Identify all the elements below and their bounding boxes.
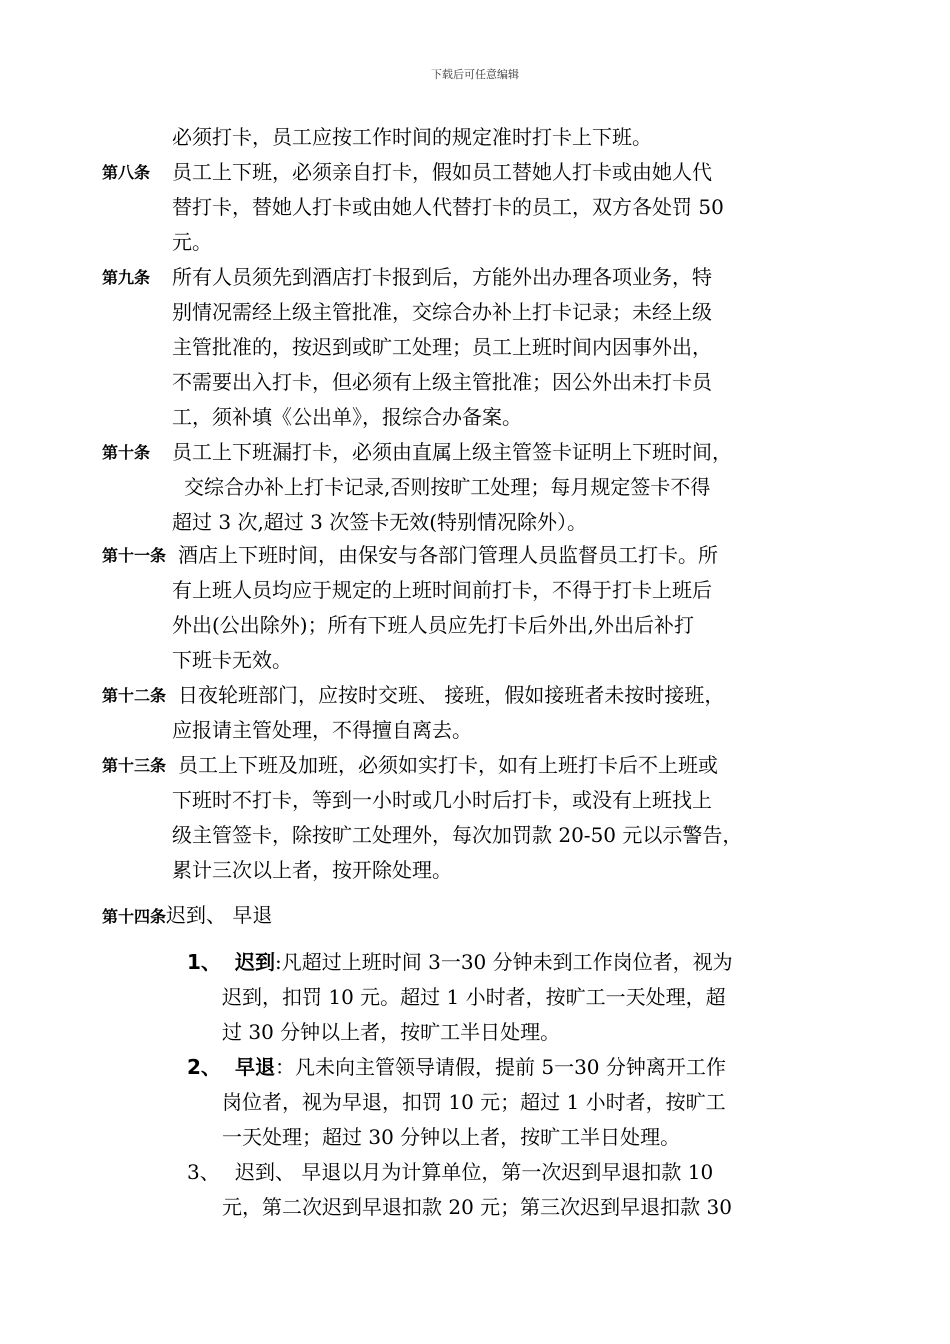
article-line: 应报请主管处理，不得擅自离去。 bbox=[172, 718, 472, 742]
item-number: 2、 bbox=[187, 1055, 221, 1079]
article-label: 第八条 bbox=[102, 163, 151, 182]
article-line: 工，须补填《公出单》，报综合办备案。 bbox=[172, 405, 522, 429]
article-line: 员工上下班，必须亲自打卡，假如员工替她人打卡或由她人代 bbox=[172, 160, 712, 184]
item-term: 迟到 bbox=[235, 950, 275, 974]
article-12 bbox=[102, 678, 822, 748]
article-line: 交综合办补上打卡记录,否则按旷工处理；每月规定签卡不得 bbox=[184, 475, 711, 499]
article-line: 元。 bbox=[172, 230, 212, 254]
section-prefix: 第十四条 bbox=[102, 907, 167, 926]
page-header: 下载后可任意编辑 bbox=[431, 68, 519, 81]
article-label: 第十条 bbox=[102, 443, 151, 462]
article-line: 外出(公出除外)；所有下班人员应先打卡后外出,外出后补打 bbox=[172, 613, 694, 637]
article-line: 下班卡无效。 bbox=[172, 648, 292, 672]
article-line: 所有人员须先到酒店打卡报到后，方能外出办理各项业务，特 bbox=[172, 265, 712, 289]
item-line: 迟到，扣罚 10 元。超过 1 小时者，按旷工一天处理，超 bbox=[222, 985, 726, 1009]
list-item-calc bbox=[187, 1155, 827, 1225]
article-line: 员工上下班及加班，必须如实打卡，如有上班打卡后不上班或 bbox=[178, 753, 718, 777]
article-line: 替打卡，替她人打卡或由她人代替打卡的员工，双方各处罚 50 bbox=[172, 195, 724, 219]
article-line: 主管批准的，按迟到或旷工处理；员工上班时间内因事外出， bbox=[172, 335, 712, 359]
article-10 bbox=[102, 435, 822, 540]
article-label: 第十一条 bbox=[102, 546, 167, 565]
article-line: 日夜轮班部门，应按时交班、 接班，假如接班者未按时接班， bbox=[178, 683, 725, 707]
article-label: 第九条 bbox=[102, 268, 151, 287]
article-line: 下班时不打卡，等到一小时或几小时后打卡，或没有上班找上 bbox=[172, 788, 712, 812]
article-8 bbox=[102, 155, 822, 260]
list-item-late bbox=[187, 945, 827, 1050]
article-line: 不需要出入打卡，但必须有上级主管批准；因公外出未打卡员 bbox=[172, 370, 712, 394]
item-number: 3、 bbox=[187, 1160, 220, 1184]
item-number: 1、 bbox=[187, 950, 221, 974]
article-label: 第十二条 bbox=[102, 686, 167, 705]
item-text: :凡超过上班时间 3一30 分钟未到工作岗位者，视为 bbox=[275, 950, 733, 974]
item-line: 岗位者，视为早退，扣罚 10 元；超过 1 小时者，按旷工 bbox=[222, 1090, 726, 1114]
article-11 bbox=[102, 538, 822, 678]
item-line: 过 30 分钟以上者，按旷工半日处理。 bbox=[222, 1020, 561, 1044]
item-line: 一天处理；超过 30 分钟以上者，按旷工半日处理。 bbox=[222, 1125, 681, 1149]
article-line: 级主管签卡，除按旷工处理外，每次加罚款 20-50 元以示警告， bbox=[172, 823, 743, 847]
article-line: 员工上下班漏打卡，必须由直属上级主管签卡证明上下班时间， bbox=[172, 440, 732, 464]
article-9 bbox=[102, 260, 822, 435]
article-line: 超过 3 次,超过 3 次签卡无效(特别情况除外）。 bbox=[172, 510, 588, 534]
article-13 bbox=[102, 748, 822, 888]
item-text: ：凡未向主管领导请假，提前 5一30 分钟离开工作 bbox=[275, 1055, 726, 1079]
item-line: 元，第二次迟到早退扣款 20 元；第三次迟到早退扣款 30 bbox=[222, 1195, 732, 1219]
article-line: 必须打卡，员工应按工作时间的规定准时打卡上下班。 bbox=[172, 125, 652, 149]
article-line: 酒店上下班时间，由保安与各部门管理人员监督员工打卡。所 bbox=[178, 543, 718, 567]
article-line: 有上班人员均应于规定的上班时间前打卡，不得于打卡上班后 bbox=[172, 578, 712, 602]
article-continuation bbox=[102, 120, 822, 155]
item-term: 早退 bbox=[235, 1055, 275, 1079]
article-label: 第十三条 bbox=[102, 756, 167, 775]
section-heading bbox=[102, 898, 272, 934]
list-item-early-leave bbox=[187, 1050, 827, 1155]
article-line: 累计三次以上者，按开除处理。 bbox=[172, 858, 452, 882]
section-title: 迟到、 早退 bbox=[166, 903, 273, 927]
article-line: 别情况需经上级主管批准，交综合办补上打卡记录；未经上级 bbox=[172, 300, 712, 324]
item-text: 迟到、 早退以月为计算单位，第一次迟到早退扣款 10 bbox=[235, 1160, 714, 1184]
